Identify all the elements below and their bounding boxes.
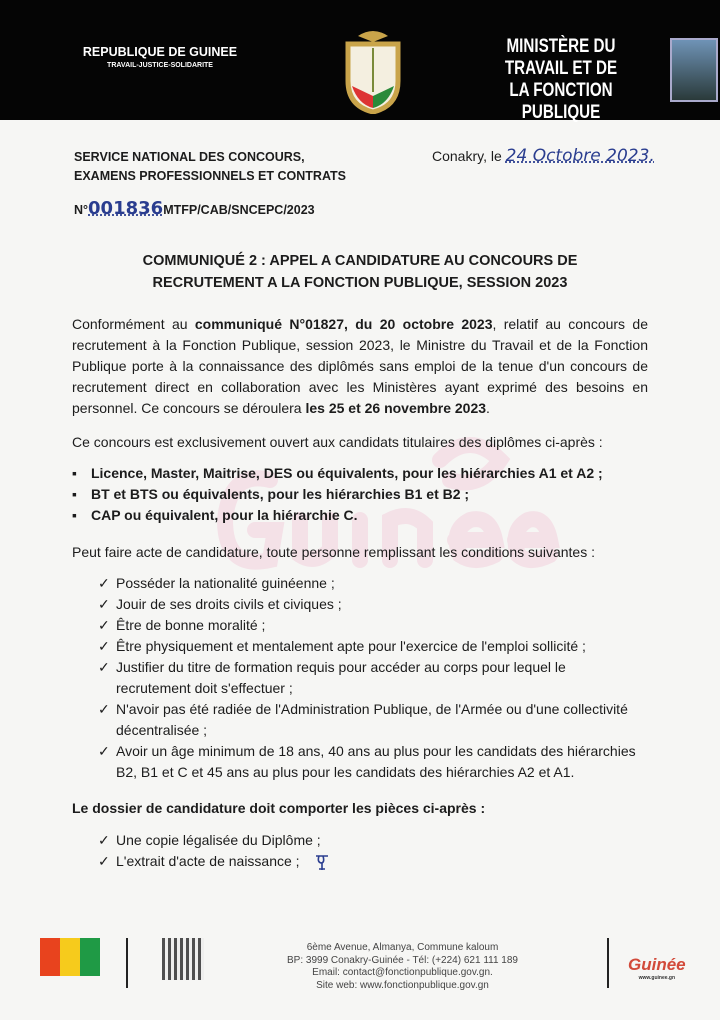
- date-line: [432, 146, 655, 166]
- list-item: ✓ Être physiquement et mentalement apte pour l'exercice de l'emploi sollicité ;: [98, 636, 638, 657]
- handwritten-initials-icon: [314, 853, 330, 871]
- letterhead: [0, 0, 720, 123]
- communique-reference: communiqué N°01827, du 20 octobre 2023: [194, 316, 493, 332]
- address-phone: BP: 3999 Conakry-Guinée - Tél: (+224) 621 111 189: [287, 954, 518, 966]
- national-motto: TRAVAIL-JUSTICE-SOLIDARITE: [107, 62, 213, 69]
- divider: [607, 938, 609, 988]
- title-line-2: RECRUTEMENT A LA FONCTION PUBLIQUE, SESSION 2023: [152, 275, 568, 291]
- list-item: ✓ Être de bonne moralité ;: [98, 615, 638, 636]
- document-title: [72, 250, 648, 294]
- list-item: ▪ Licence, Master, Maitrise, DES ou équivalents, pour les hiérarchies A1 et A2 ;: [72, 463, 648, 484]
- divider: [126, 938, 128, 988]
- service-line-1: SERVICE NATIONAL DES CONCOURS,: [74, 150, 305, 164]
- list-item: ✓ N'avoir pas été radiée de l'Administration Publique, de l'Armée ou d'une collectivité décentralisée ;: [98, 699, 638, 741]
- guinee-logo: [628, 955, 686, 981]
- service-name: [74, 148, 346, 186]
- title-line-1: COMMUNIQUÉ 2 : APPEL A CANDIDATURE AU CONCOURS DE: [142, 253, 578, 269]
- ministry-name: [474, 36, 648, 124]
- document-body: [72, 250, 648, 872]
- eligibility-intro: Ce concours est exclusivement ouvert aux candidats titulaires des diplômes ci-après :: [72, 434, 603, 450]
- list-item: ▪ CAP ou équivalent, pour la hiérarchie C.: [72, 505, 648, 526]
- intro-paragraph: [72, 314, 648, 419]
- service-line-2: EXAMENS PROFESSIONNELS ET CONTRATS: [74, 169, 347, 183]
- text: Conformément au: [72, 316, 195, 332]
- list-item: ✓ Justifier du titre de formation requis pour accéder au corps pour lequel le recrutement doit s'effectuer ;: [98, 657, 638, 699]
- ref-suffix: MTFP/CAB/SNCEPC/2023: [163, 203, 315, 217]
- text: .: [486, 400, 490, 416]
- list-item: ✓ Posséder la nationalité guinéenne ;: [98, 573, 638, 594]
- list-item: ✓ Une copie légalisée du Diplôme ;: [98, 830, 638, 851]
- ministry-logo-icon: [670, 38, 718, 102]
- conditions-list: [98, 573, 638, 783]
- footer-email: Email: contact@fonctionpublique.gov.gn.: [312, 967, 493, 978]
- ministry-line-2: LA FONCTION PUBLIQUE: [509, 80, 613, 123]
- republic-name: REPUBLIQUE DE GUINEE: [82, 45, 238, 59]
- exam-dates: les 25 et 26 novembre 2023: [305, 400, 487, 416]
- documents-list: [98, 830, 638, 872]
- logo-text: Guinée: [628, 955, 686, 974]
- diploma-list: [72, 463, 648, 526]
- text: , relatif au concours de recrutement à la Fonction Publique, session 2023, le Ministre du Travail et de la Fonction Publique porte à la connaissance des diplômés sans emploi de la tenue d'un concours de recrutement direct en collaboration avec les Ministères ayant exprimé des besoins en personnel. Ce concours se déroulera: [72, 316, 648, 416]
- ref-prefix: N°: [74, 203, 89, 217]
- list-item: [98, 851, 638, 872]
- list-item-text: L'extrait d'acte de naissance ;: [116, 853, 300, 869]
- list-item: ▪ BT et BTS ou équivalents, pour les hiérarchies B1 et B2 ;: [72, 484, 648, 505]
- guinea-flag-icon: [40, 938, 100, 976]
- footer-website: Site web: www.fonctionpublique.gov.gn: [316, 979, 489, 991]
- reference-number: [74, 198, 315, 219]
- coat-of-arms-icon: [338, 26, 408, 114]
- qr-code-icon: [162, 938, 204, 980]
- ref-handwritten-number: 001836: [88, 198, 164, 219]
- republic-block: [60, 45, 260, 69]
- date-prefix: Conakry, le: [432, 148, 506, 164]
- ministry-line-1: MINISTÈRE DU TRAVAIL ET DE: [504, 36, 618, 79]
- list-item: ✓ Avoir un âge minimum de 18 ans, 40 ans au plus pour les candidats des hiérarchies B2, B1 et C et 45 ans au plus pour les candidats des hiérarchies A2 et A1.: [98, 741, 638, 783]
- documents-intro: Le dossier de candidature doit comporter les pièces ci-après :: [72, 800, 486, 816]
- footer-address: [240, 942, 565, 992]
- address-line: 6ème Avenue, Almanya, Commune kaloum: [306, 942, 499, 953]
- conditions-intro: Peut faire acte de candidature, toute personne remplissant les conditions suivantes :: [72, 544, 595, 560]
- logo-url: www.guinee.gn: [638, 975, 676, 981]
- handwritten-date: 24 Octobre 2023.: [505, 146, 655, 166]
- list-item: ✓ Jouir de ses droits civils et civiques ;: [98, 594, 638, 615]
